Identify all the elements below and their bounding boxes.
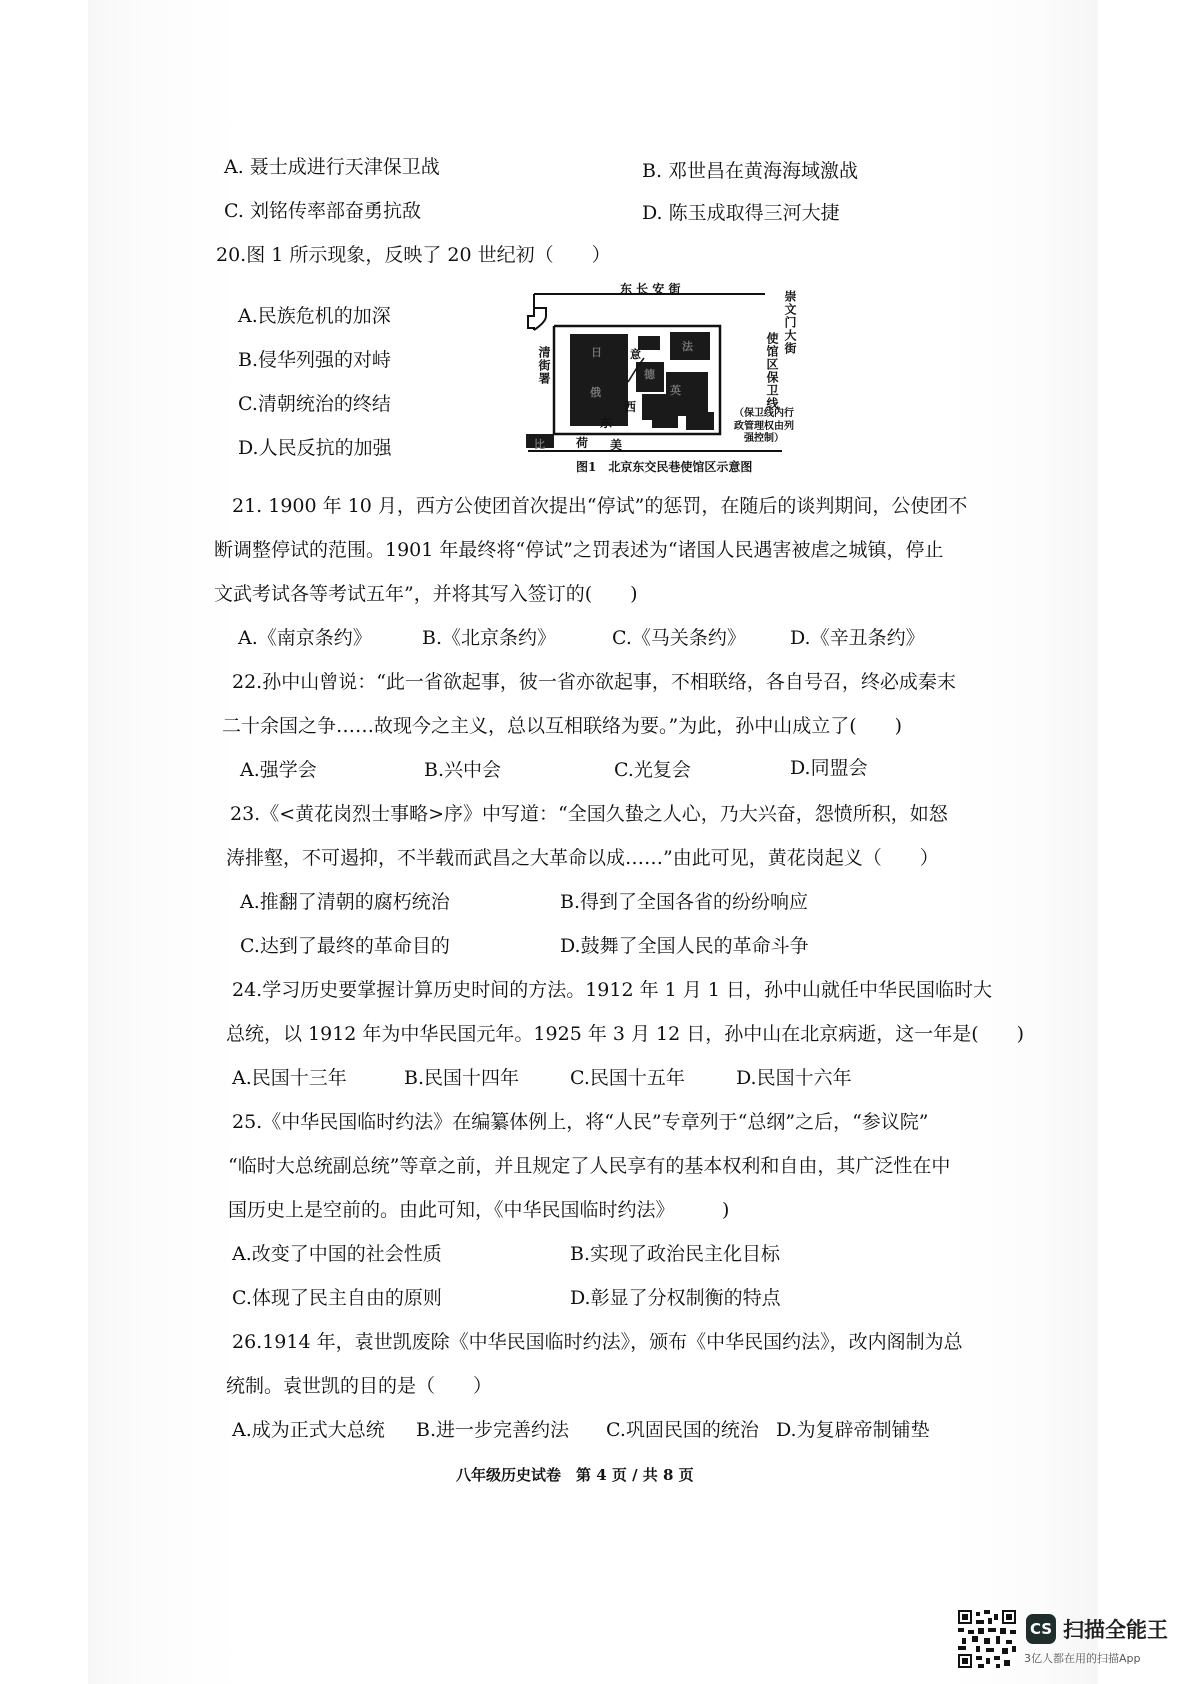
cs-logo-icon: CS xyxy=(1026,1614,1056,1644)
q22-line-2: 二十余国之争……故现今之主义，总以互相联络为要。”为此，孙中山成立了( ) xyxy=(222,715,903,737)
q26-option-c: C.巩固民国的统治 xyxy=(606,1419,759,1441)
qr-code-icon xyxy=(958,1610,1016,1668)
q21-option-c: C.《马关条约》 xyxy=(612,627,746,649)
map-label-inner: 意 xyxy=(630,348,641,361)
q19-option-b: B. 邓世昌在黄海海域激战 xyxy=(642,160,859,182)
q25-line-3: 国历史上是空前的。由此可知，《中华民国临时约法》 ) xyxy=(228,1199,730,1221)
q24-option-d: D.民国十六年 xyxy=(736,1067,852,1089)
q25-option-c: C.体现了民主自由的原则 xyxy=(232,1287,442,1309)
q22-option-c: C.光复会 xyxy=(614,759,691,781)
q24-option-a: A.民国十三年 xyxy=(232,1067,347,1089)
q20-option-d: D.人民反抗的加强 xyxy=(238,437,392,459)
q19-option-d: D. 陈玉成取得三河大捷 xyxy=(642,202,840,224)
map-label-top-street: 东 长 安 街 xyxy=(620,282,681,296)
q23-option-d: D.鼓舞了全国人民的革命斗争 xyxy=(560,935,809,957)
map-label-left-street: 清街署 xyxy=(537,346,551,385)
q20-option-c: C.清朝统治的终结 xyxy=(238,393,391,415)
q25-option-d: D.彰显了分权制衡的特点 xyxy=(570,1287,781,1309)
map-note: （保卫线内行政管理权由列强控制） xyxy=(734,408,794,444)
q21-option-d: D.《辛丑条约》 xyxy=(790,627,925,649)
map-label-inner: 西 xyxy=(624,400,637,414)
map-block xyxy=(638,336,660,350)
q25-line-2: “临时大总统副总统”等章之前，并且规定了人民享有的基本权利和自由，其广泛性在中 xyxy=(228,1155,951,1177)
q24-line-1: 24.学习历史要掌握计算历史时间的方法。1912 年 1 月 1 日，孙中山就任中华民国临时大 xyxy=(232,979,992,1001)
q23-option-a: A.推翻了清朝的腐朽统治 xyxy=(240,891,450,913)
q25-option-a: A.改变了中国的社会性质 xyxy=(232,1243,442,1265)
map-label-inner: 比 xyxy=(534,438,545,451)
q22-option-b: B.兴中会 xyxy=(424,759,502,781)
map-label-inner: 法 xyxy=(682,340,693,353)
map-label-right-street: 崇文门大街 xyxy=(783,290,797,355)
map-label-inner: 荷 xyxy=(576,436,589,450)
scanner-app-title: 扫描全能王 xyxy=(1063,1618,1168,1642)
q21-line-3: 文武考试各等考试五年”，并将其写入签订的( ) xyxy=(214,583,638,605)
q23-line-2: 涛排壑，不可遏抑，不半载而武昌之大革命以成……”由此可见，黄花岗起义（ ） xyxy=(226,847,939,869)
q26-option-a: A.成为正式大总统 xyxy=(232,1419,385,1441)
map-label-inner: 美 xyxy=(610,438,623,452)
q23-line-1: 23.《<黄花岗烈士事略>序》中写道：“全国久蛰之人心，乃大兴奋，怨愤所积，如怒 xyxy=(230,803,948,825)
q23-option-b: B.得到了全国各省的纷纷响应 xyxy=(560,891,809,913)
q21-option-a: A.《南京条约》 xyxy=(238,627,372,649)
q20-option-a: A.民族危机的加深 xyxy=(238,305,391,327)
q22-option-d: D.同盟会 xyxy=(790,757,868,779)
q24-option-c: C.民国十五年 xyxy=(570,1067,685,1089)
q26-option-d: D.为复辟帝制铺垫 xyxy=(776,1419,930,1441)
map-label-inner: 日 xyxy=(591,346,602,359)
scanner-app-subtitle: 3亿人都在用的扫描App xyxy=(1024,1652,1141,1665)
q25-line-1: 25.《中华民国临时约法》在编纂体例上，将“人民”专章列于“总纲”之后，“参议院” xyxy=(232,1111,929,1133)
map-label-inner: 德 xyxy=(644,368,655,381)
q24-line-2: 总统，以 1912 年为中华民国元年。1925 年 3 月 12 日，孙中山在北京病逝，这一年是( ) xyxy=(226,1023,1025,1045)
q20-stem: 20.图 1 所示现象，反映了 20 世纪初（ ） xyxy=(216,244,611,266)
q19-option-c: C. 刘铭传率部奋勇抗敌 xyxy=(224,200,421,222)
q26-line-2: 统制。袁世凯的目的是（ ） xyxy=(226,1375,493,1397)
q25-option-b: B.实现了政治民主化目标 xyxy=(570,1243,781,1265)
q22-option-a: A.强学会 xyxy=(240,759,317,781)
q26-line-1: 26.1914 年，袁世凯废除《中华民国临时约法》，颁布《中华民国约法》，改内阁制为总 xyxy=(232,1331,963,1353)
map-label-right-line: 使馆区保卫线 xyxy=(765,332,779,410)
figure-1-map xyxy=(520,282,810,474)
q22-line-1: 22.孙中山曾说：“此一省欲起事，彼一省亦欲起事，不相联络，各自号召，终必成秦末 xyxy=(232,671,956,693)
q21-line-2: 断调整停试的范围。1901 年最终将“停试”之罚表述为“诸国人民遇害被虐之城镇，停止 xyxy=(214,539,944,561)
map-block xyxy=(652,414,678,428)
q21-option-b: B.《北京条约》 xyxy=(422,627,557,649)
page-footer: 八年级历史试卷 第 4 页 / 共 8 页 xyxy=(456,1466,694,1484)
map-label-inner: 英 xyxy=(670,384,681,397)
q21-line-1: 21. 1900 年 10 月，西方公使团首次提出“停试”的惩罚，在随后的谈判期间，公使团不 xyxy=(232,495,968,517)
map-label-inner: 东 xyxy=(600,416,613,430)
figure-caption: 图1 北京东交民巷使馆区示意图 xyxy=(576,460,753,474)
map-label-inner: 俄 xyxy=(590,386,601,399)
q24-option-b: B.民国十四年 xyxy=(404,1067,520,1089)
map-block xyxy=(686,412,714,430)
q23-option-c: C.达到了最终的革命目的 xyxy=(240,935,450,957)
q19-option-a: A. 聂士成进行天津保卫战 xyxy=(224,156,440,178)
q20-option-b: B.侵华列强的对峙 xyxy=(238,349,392,371)
q26-option-b: B.进一步完善约法 xyxy=(416,1419,570,1441)
